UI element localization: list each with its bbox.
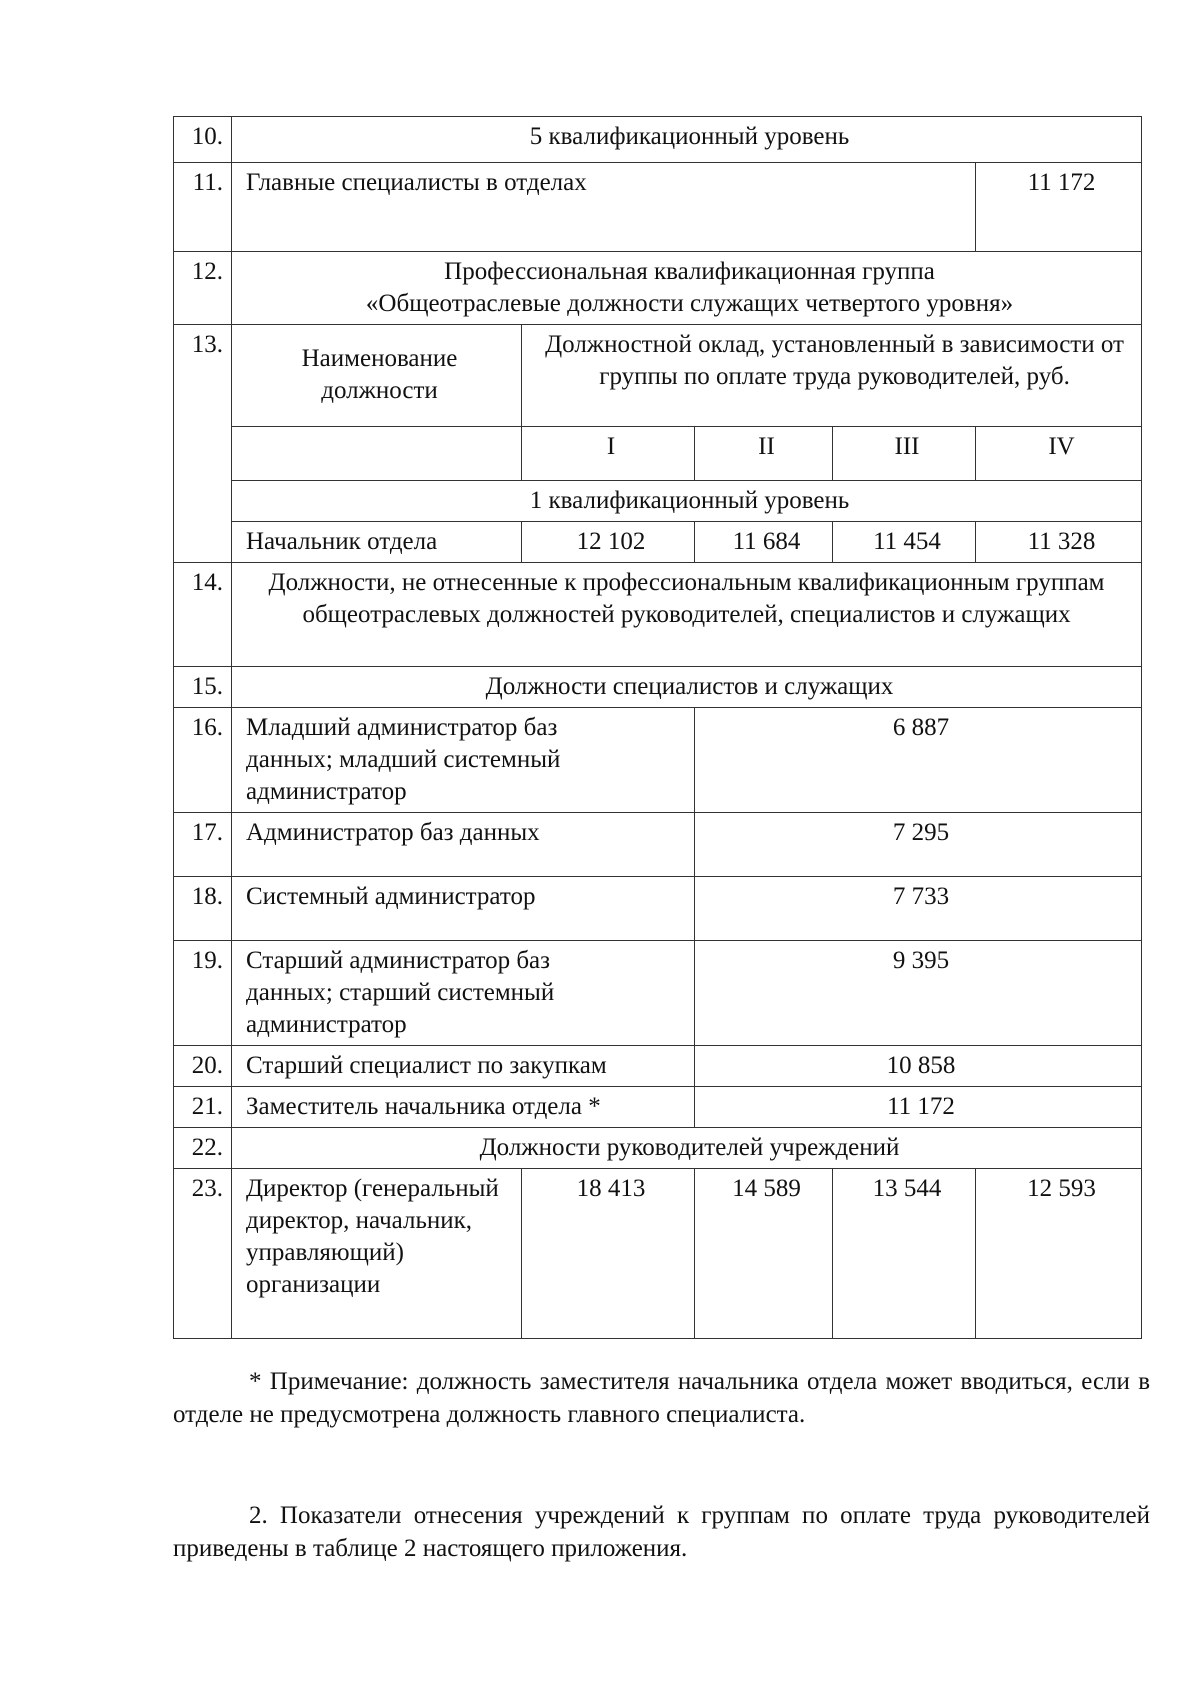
table-row — [174, 563, 1142, 667]
section-heading: Должности руководителей учреждений — [232, 1128, 1142, 1169]
table-row — [174, 813, 1142, 877]
section-heading: Должности специалистов и служащих — [232, 667, 1142, 708]
level-heading: 5 квалификационный уровень — [232, 117, 1142, 163]
row-number: 16. — [174, 708, 232, 813]
row-number: 23. — [174, 1169, 232, 1339]
table-row — [174, 1087, 1142, 1128]
paragraph: 2. Показатели отнесения учреждений к группам по оплате труда руководителей приведены в таблице 2 настоящего приложения. — [173, 1502, 1150, 1562]
position-name: Системный администратор — [232, 877, 695, 941]
table-row — [174, 163, 1142, 252]
table-row — [174, 708, 1142, 813]
row-number: 10. — [174, 117, 232, 163]
table-row — [174, 252, 1142, 325]
position-name: Заместитель начальника отдела * — [232, 1087, 695, 1128]
row-number: 15. — [174, 667, 232, 708]
group-heading-line2: «Общеотраслевые должности служащих четвертого уровня» — [365, 290, 1014, 317]
header-position-name: Наименование должности — [232, 325, 522, 427]
salary-value: 6 887 — [695, 708, 1142, 813]
salary-value: 11 172 — [976, 163, 1142, 252]
level-heading: 1 квалификационный уровень — [232, 481, 1142, 522]
header-salary: Должностной оклад, установленный в зависимости от группы по оплате труда руководителей, руб. — [522, 325, 1142, 427]
salary-value: 18 413 — [522, 1169, 695, 1339]
row-number: 11. — [174, 163, 232, 252]
salary-value: 12 593 — [976, 1169, 1142, 1339]
table-row — [174, 877, 1142, 941]
group-heading — [232, 252, 1142, 325]
row-number: 22. — [174, 1128, 232, 1169]
group-label: I — [522, 427, 695, 481]
group-label: II — [695, 427, 833, 481]
row-number: 13. — [174, 325, 232, 563]
table-row — [174, 1128, 1142, 1169]
group-label: III — [833, 427, 976, 481]
position-name: Директор (генеральный директор, начальник, управляющий) организации — [232, 1169, 522, 1339]
table-row — [174, 117, 1142, 163]
table-row — [174, 427, 1142, 481]
salary-value: 10 858 — [695, 1046, 1142, 1087]
row-number: 17. — [174, 813, 232, 877]
salary-value: 11 454 — [833, 522, 976, 563]
table-row — [174, 481, 1142, 522]
salary-value: 14 589 — [695, 1169, 833, 1339]
row-number: 14. — [174, 563, 232, 667]
row-number: 19. — [174, 941, 232, 1046]
section-heading: Должности, не отнесенные к профессиональным квалификационным группам общеотраслевых должностей руководителей, специалистов и служащих — [232, 563, 1142, 667]
position-name: Старший специалист по закупкам — [232, 1046, 695, 1087]
row-number: 20. — [174, 1046, 232, 1087]
row-number: 21. — [174, 1087, 232, 1128]
footnote: * Примечание: должность заместителя начальника отдела может вводиться, если в отделе не предусмотрена должность главного специалиста. — [173, 1368, 1150, 1428]
group-heading-line1: Профессиональная квалификационная группа — [444, 258, 935, 285]
empty-cell — [232, 427, 522, 481]
salary-value: 13 544 — [833, 1169, 976, 1339]
salary-value: 11 328 — [976, 522, 1142, 563]
table-row — [174, 667, 1142, 708]
group-label: IV — [976, 427, 1142, 481]
row-number: 18. — [174, 877, 232, 941]
salary-value: 9 395 — [695, 941, 1142, 1046]
table-row — [174, 522, 1142, 563]
row-number: 12. — [174, 252, 232, 325]
table-row — [174, 1046, 1142, 1087]
salary-value: 11 172 — [695, 1087, 1142, 1128]
table-row — [174, 941, 1142, 1046]
position-name: Главные специалисты в отделах — [232, 163, 976, 252]
salary-value: 7 295 — [695, 813, 1142, 877]
table-row — [174, 1169, 1142, 1339]
position-name: Младший администратор баз данных; младший системный администратор — [232, 708, 695, 813]
salary-value: 11 684 — [695, 522, 833, 563]
table-row — [174, 325, 1142, 427]
salary-table — [173, 116, 1142, 1339]
salary-value: 12 102 — [522, 522, 695, 563]
position-name: Начальник отдела — [232, 522, 522, 563]
position-name: Администратор баз данных — [232, 813, 695, 877]
position-name: Старший администратор баз данных; старший системный администратор — [232, 941, 695, 1046]
salary-value: 7 733 — [695, 877, 1142, 941]
